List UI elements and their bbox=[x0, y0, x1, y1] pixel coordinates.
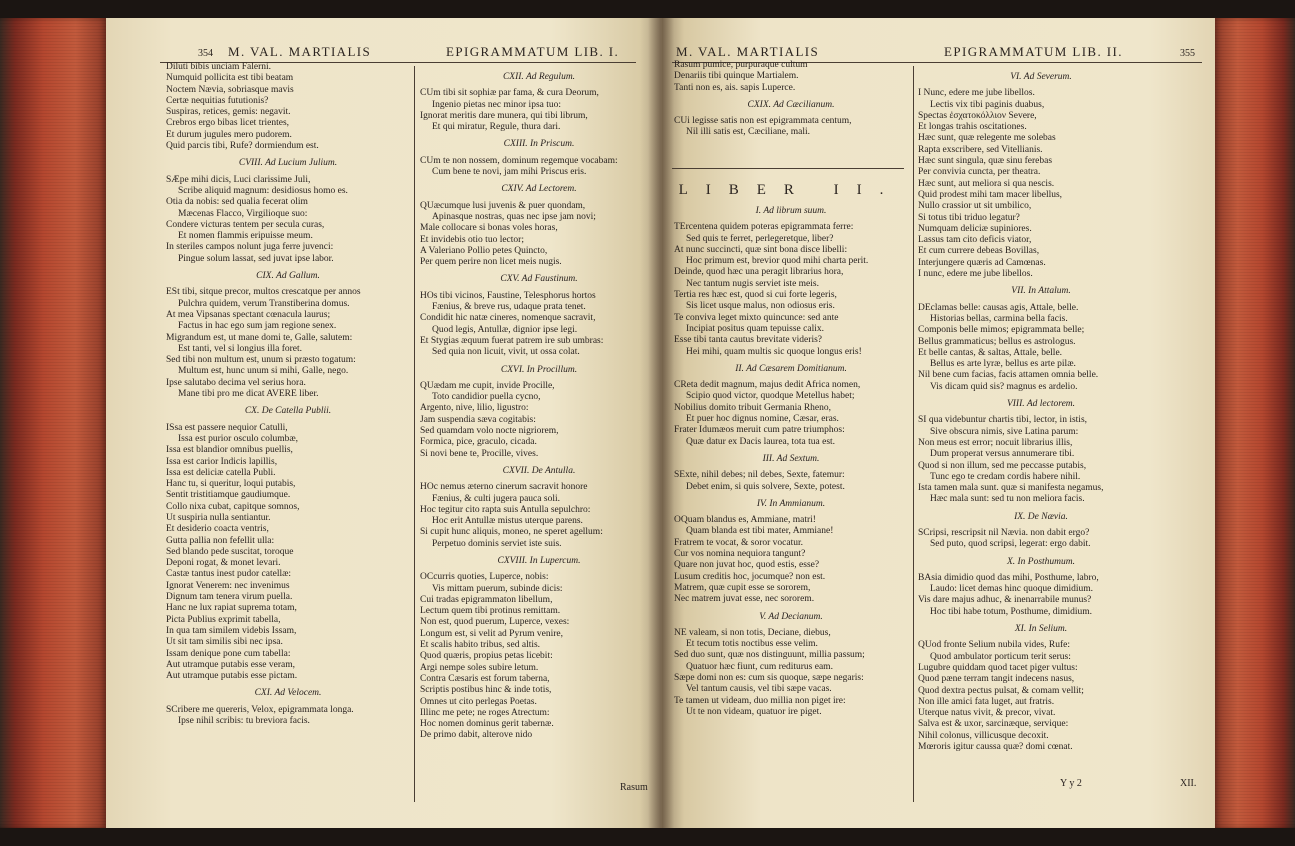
verse-line: Incipiat positus quam tepuisse calix. bbox=[686, 323, 824, 334]
verse-line: Numquid pollicita est tibi beatam bbox=[166, 73, 294, 84]
verse-line: Quod legis, Antullæ, dignior ipse legi. bbox=[432, 324, 578, 335]
verse-line: SCripsi, rescripsit nil Nævia. non dabit ergo? bbox=[918, 527, 1090, 538]
verse-line: Nec tantum nugis serviet iste meis. bbox=[686, 278, 819, 289]
epigram-title: X. In Posthumum. bbox=[1006, 556, 1076, 567]
verse-line: Sæpe domi non es: cum sis quoque, sæpe negaris: bbox=[674, 672, 864, 683]
verse-line: CReta dedit magnum, majus dedit Africa nomen, bbox=[674, 380, 861, 391]
verse-line: Lectis vix tibi paginis duabus, bbox=[930, 99, 1045, 110]
verse-line: Deponi rogat, & monet levari. bbox=[166, 558, 281, 569]
verse-line: Hei mihi, quam multis sic quoque longus eris! bbox=[686, 346, 862, 357]
verse-line: Toto candidior puella cycno, bbox=[432, 392, 541, 403]
verse-line: In qua tam similem videbis Issam, bbox=[166, 625, 297, 636]
verse-line: Diluti bibis unciam Falerni. bbox=[166, 62, 272, 72]
verse-line: Mæcenas Flacco, Virgilioque suo: bbox=[178, 208, 308, 219]
verse-line: Bellus es arte lyræ, bellus es arte pilæ. bbox=[930, 359, 1076, 370]
verse-line: Illinc me pete; ne roges Atrectum: bbox=[420, 707, 550, 718]
verse-line: Sed quia non licuit, vivit, ut ossa colat. bbox=[432, 347, 580, 358]
verse-line: Cur vos nomina nequiora tangunt? bbox=[674, 549, 806, 560]
verse-line: Quod si non illum, sed me peccasse putabis, bbox=[918, 460, 1087, 471]
verse-line: Et puer hoc dignus nomine, Cæsar, eras. bbox=[686, 414, 839, 425]
epigram-title: VIII. Ad lectorem. bbox=[1006, 399, 1076, 410]
verse-line: Historias bellas, carmina bella facis. bbox=[930, 313, 1068, 324]
verse-line: Hoc erit Antullæ mistus uterque parens. bbox=[432, 516, 583, 527]
verse-line: Componis belle mimos; epigrammata belle; bbox=[918, 325, 1085, 336]
verse-line: OQuam blandus es, Ammiane, matri! bbox=[674, 515, 816, 526]
verse-line: Quid parcis tibi, Rufe? dormiendum est. bbox=[166, 141, 319, 152]
verse-line: Factus in hac ego sum jam regione senex. bbox=[178, 321, 337, 332]
verse-line: Contra Cæsaris est forum taberna, bbox=[420, 673, 550, 684]
liber-heading: LIBER II. bbox=[678, 182, 902, 198]
verse-line: Si cupit hunc aliquis, moneo, ne speret agellum: bbox=[420, 527, 603, 538]
verse-line: Vel tantum causis, vel tibi sæpe vacas. bbox=[686, 684, 832, 695]
verse-line: Sentit tristitiamque gaudiumque. bbox=[166, 490, 291, 501]
verse-line: Issa est carior Indicis lapillis, bbox=[166, 456, 278, 467]
verse-line: SExte, nihil debes; nil debes, Sexte, fatemur: bbox=[674, 470, 845, 481]
left-page-number: 354 bbox=[198, 48, 213, 59]
verse-line: Pulchra quidem, verum Transtiberina domus. bbox=[178, 298, 350, 309]
verse-line: Condere victuras tentem per secula curas, bbox=[166, 219, 325, 230]
verse-line: Numquam deliciæ supiniores. bbox=[918, 223, 1032, 234]
verse-line: Non ille amici fata luget, aut fratris. bbox=[918, 696, 1055, 707]
verse-line: Si totus tibi triduo legatur? bbox=[918, 212, 1020, 223]
verse-line: A Valeriano Pollio petes Quincto, bbox=[420, 245, 548, 256]
verse-line: I Nunc, edere me jube libellos. bbox=[918, 88, 1035, 99]
verse-line: Ingenio pietas nec minor ipsa tuo: bbox=[432, 99, 562, 110]
verse-line: Nil illi satis est, Cæciliane, mali. bbox=[686, 127, 811, 138]
verse-line: DEclamas belle: causas agis, Attale, belle. bbox=[918, 302, 1079, 313]
verse-line: Dum properat versus annumerare tibi. bbox=[930, 449, 1075, 460]
verse-line: CUm tibi sit sophiæ par fama, & cura Deorum, bbox=[420, 88, 599, 99]
left-column-rule bbox=[414, 66, 415, 802]
verse-line: Hoc tegitur cito rapta suis Antulla sepulchro: bbox=[420, 504, 591, 515]
verse-line: Quare non juvat hoc, quod estis, esse? bbox=[674, 560, 820, 571]
verse-line: TErcentena quidem poteras epigrammata ferre: bbox=[674, 222, 854, 233]
verse-line: Dignum tam tenera virum puella. bbox=[166, 592, 293, 603]
verse-line: SÆpe mihi dicis, Luci clarissime Juli, bbox=[166, 174, 311, 185]
verse-line: Lectum quem tibi protinus remittam. bbox=[420, 606, 561, 617]
left-page-column-2 bbox=[420, 66, 658, 806]
verse-line: Frater Idumæos meruit cum patre triumphos: bbox=[674, 425, 845, 436]
verse-line: Et scalis habito tribus, sed altis. bbox=[420, 640, 541, 651]
verse-line: Argi nempe soles subire letum. bbox=[420, 662, 539, 673]
verse-line: Hoc tibi habe totum, Posthume, dimidium. bbox=[930, 606, 1093, 617]
verse-line: Sed quis te ferret, perlegeretque, liber? bbox=[686, 233, 834, 244]
verse-line: Aut utramque putabis esse pictam. bbox=[166, 671, 298, 682]
verse-line: Bellus grammaticus; bellus es astrologus. bbox=[918, 336, 1076, 347]
verse-line: Issa est purior osculo columbæ, bbox=[178, 433, 299, 444]
verse-line: Noctem Nævia, sobriasque mavis bbox=[166, 84, 294, 95]
verse-line: Quod ambulator porticum terit serus: bbox=[930, 651, 1071, 662]
epigram-title: VI. Ad Severum. bbox=[1010, 72, 1072, 82]
verse-line: Gutta pallia non fefellit ulla: bbox=[166, 535, 275, 546]
verse-line: Migrandum est, ut mane domi te, Galle, salutem: bbox=[166, 332, 353, 343]
verse-line: Quod quæris, propius petas licebit: bbox=[420, 651, 553, 662]
verse-line: Te conviva leget mixto quincunce: sed ante bbox=[674, 312, 839, 323]
verse-line: Omnes ut cito perlegas Poetas. bbox=[420, 696, 537, 707]
verse-line: Ipse nihil scribis: tu breviora facis. bbox=[178, 716, 310, 727]
verse-line: Condidit hic natæ cineres, nomenque sacravit, bbox=[420, 313, 596, 324]
verse-line: Quatuor hæc fiunt, cum rediturus eam. bbox=[686, 661, 833, 672]
right-page-number: 355 bbox=[1180, 48, 1195, 59]
verse-line: Debet enim, si quis solvere, Sexte, potest. bbox=[686, 481, 845, 492]
verse-line: Perpetuo dominis serviet iste suis. bbox=[432, 538, 562, 549]
epigram-title: CXIX. Ad Cæcilianum. bbox=[747, 99, 835, 110]
right-page-column-1-top bbox=[674, 60, 908, 170]
verse-line: Nobilius domito tribuit Germania Rheno, bbox=[674, 402, 831, 413]
verse-line: Issa est blandior omnibus puellis, bbox=[166, 445, 293, 456]
right-page-column-2 bbox=[918, 66, 1164, 776]
verse-line: Sed quamdam volo nocte nigriorem, bbox=[420, 426, 559, 437]
left-catchword: Rasum bbox=[620, 782, 648, 793]
verse-line: Quod dextra pectus pulsat, & comam vellit; bbox=[918, 685, 1084, 696]
epigram-title: CXII. Ad Regulum. bbox=[502, 72, 576, 82]
verse-line: Et tecum totis noctibus esse velim. bbox=[686, 639, 818, 650]
verse-line: Hæc mala sunt: sed tu non meliora facis. bbox=[930, 494, 1085, 505]
right-column-rule bbox=[913, 66, 914, 802]
verse-line: Fænius, & culti jugera pauca soli. bbox=[432, 493, 560, 504]
right-catchword: XII. bbox=[1180, 778, 1197, 789]
verse-line: Ignorat Venerem: nec invenimus bbox=[166, 580, 290, 591]
verse-line: Fænius, & breve rus, udaque prata tenet. bbox=[432, 302, 586, 313]
left-running-head: M. VAL. MARTIALIS bbox=[228, 44, 372, 59]
verse-line: Scriptis postibus hinc & inde totis, bbox=[420, 685, 552, 696]
verse-line: Formica, pice, graculo, cicada. bbox=[420, 437, 537, 448]
verse-line: Sed puto, quod scripsi, legerat: ergo dabit. bbox=[930, 539, 1091, 550]
verse-line: Quam blanda est tibi mater, Ammiane! bbox=[686, 526, 834, 537]
verse-line: Nihil colonus, villicusque decoxit. bbox=[918, 730, 1049, 741]
verse-line: Fratrem te vocat, & soror vocatur. bbox=[674, 537, 804, 548]
verse-line: Jam suspendia sæva cogitabis: bbox=[420, 414, 536, 425]
verse-line: At nunc succincti, quæ sint bona disce libelli: bbox=[674, 244, 848, 255]
verse-line: Nullo crassior ut sit umbilico, bbox=[918, 201, 1032, 212]
verse-line: BAsia dimidio quod das mihi, Posthume, labro, bbox=[918, 572, 1099, 583]
verse-line: ESt tibi, sitque precor, multos crescatque per annos bbox=[166, 287, 361, 298]
verse-line: Vis dare majus adhuc, & inenarrabile munus? bbox=[918, 595, 1092, 606]
verse-line: Hoc primum est, brevior quod mihi charta perit. bbox=[686, 256, 869, 267]
verse-line: Ista tamen mala sunt. quæ si manifesta negamus, bbox=[918, 483, 1104, 494]
verse-line: Ut suspiria nulla sentiantur. bbox=[166, 512, 271, 523]
verse-line: Et qui miratur, Regule, thura dari. bbox=[432, 122, 561, 133]
verse-line: Tunc ego te credam cordis habere nihil. bbox=[930, 471, 1081, 482]
verse-line: Hanc tu, si queritur, loqui putabis, bbox=[166, 479, 296, 490]
verse-line: Matrem, quæ cupit esse se sororem, bbox=[674, 582, 811, 593]
epigram-title: IX. De Nævia. bbox=[1014, 511, 1068, 522]
verse-line: Denariis tibi quinque Martialem. bbox=[674, 71, 799, 82]
verse-line: Issam denique pone cum tabella: bbox=[166, 648, 291, 659]
verse-line: Picta Publius exprimit tabella, bbox=[166, 614, 281, 625]
verse-line: Interjungere quæris ad Camœnas. bbox=[918, 257, 1046, 268]
verse-line: Et longas trahis oscitationes. bbox=[918, 122, 1027, 133]
verse-line: Hæc sunt, aut meliora si qua nescis. bbox=[918, 178, 1055, 189]
verse-line: Collo nixa cubat, capitque somnos, bbox=[166, 501, 300, 512]
epigram-title: I. Ad librum suum. bbox=[755, 206, 827, 216]
verse-line: QUod fronte Selium nubila vides, Rufe: bbox=[918, 640, 1070, 651]
right-page-column-1-bottom bbox=[674, 200, 908, 808]
right-page-edges bbox=[1213, 18, 1295, 828]
verse-line: Et invidebis otio tuo lector; bbox=[420, 234, 524, 245]
verse-line: Non meus est error; nocuit librarius illis, bbox=[918, 437, 1073, 448]
verse-line: Salva est & uxor, sarcinæque, servique: bbox=[918, 719, 1069, 730]
verse-line: Cum bene te novi, jam mihi Priscus eris. bbox=[432, 167, 587, 178]
verse-line: Cui tradas epigrammaton libellum, bbox=[420, 594, 553, 605]
verse-line: Sed tibi non multum est, unum si præsto togatum: bbox=[166, 355, 356, 366]
left-running-head-right: EPIGRAMMATUM LIB. I. bbox=[446, 44, 620, 59]
right-running-head: M. VAL. MARTIALIS bbox=[676, 44, 820, 59]
verse-line: Tertia res hæc est, quod si cui forte legeris, bbox=[674, 290, 837, 301]
verse-line: Te tamen ut videam, duo millia non piget ire: bbox=[674, 695, 846, 706]
verse-line: Apinasque nostras, quas nec ipse jam novi; bbox=[432, 211, 596, 222]
verse-line: Multum est, hunc unum si mihi, Galle, nego. bbox=[178, 366, 349, 377]
verse-line: Et durum jugules mero pudorem. bbox=[166, 129, 292, 140]
verse-line: Et nomen flammis eripuisse meum. bbox=[178, 231, 313, 242]
verse-line: Spectas ἐσχατοκόλλιον Severe, bbox=[918, 110, 1037, 121]
verse-line: Quid prodest mihi tam macer libellus, bbox=[918, 189, 1063, 200]
verse-line: Et desiderio coacta ventris, bbox=[166, 524, 269, 535]
verse-line: QUæcumque lusi juvenis & puer quondam, bbox=[420, 200, 586, 211]
verse-line: Et cum currere debeas Bovillas, bbox=[918, 246, 1040, 257]
right-running-head-right: EPIGRAMMATUM LIB. II. bbox=[944, 44, 1123, 59]
verse-line: Quod pæne terram tangit indecens nasus, bbox=[918, 674, 1075, 685]
verse-line: Issa est deliciæ catella Publi. bbox=[166, 467, 276, 478]
verse-line: Rasum pumice, purpuraque cultum bbox=[674, 60, 808, 70]
verse-line: Argento, nive, lilio, ligustro: bbox=[420, 403, 529, 414]
epigram-title: III. Ad Sextum. bbox=[762, 453, 820, 464]
verse-line: Per quem perire non licet meis nugis. bbox=[420, 257, 562, 268]
verse-line: Hoc nomen dominus gerit tabernæ. bbox=[420, 719, 554, 730]
verse-line: ISsa est passere nequior Catulli, bbox=[166, 422, 288, 433]
verse-line: Male collocare si bonas voles horas, bbox=[420, 223, 558, 234]
verse-line: Sed duo sunt, quæ nos distinguunt, millia passum; bbox=[674, 650, 865, 661]
epigram-title: CXV. Ad Faustinum. bbox=[500, 274, 578, 285]
left-page-column-1 bbox=[166, 62, 410, 802]
verse-line: Vis dicam quid sis? magnus es ardelio. bbox=[930, 381, 1078, 392]
verse-line: Suspiras, retices, gemis: negavit. bbox=[166, 107, 291, 118]
verse-line: Ipse salutabo decima vel serius hora. bbox=[166, 377, 306, 388]
verse-line: Deinde, quod hæc una peragit librarius hora, bbox=[674, 267, 844, 278]
verse-line: Si novi bene te, Procille, vives. bbox=[420, 448, 539, 459]
verse-line: Lugubre quiddam quod tacet piger vultus: bbox=[918, 662, 1078, 673]
verse-line: At mea Vipsanas spectant cœnacula laurus; bbox=[166, 309, 331, 320]
verse-line: Sis licet usque malus, non odiosus eris. bbox=[686, 301, 835, 312]
epigram-title: V. Ad Decianum. bbox=[759, 611, 823, 622]
verse-line: Pingue solum lassat, sed juvat ipse labor. bbox=[178, 253, 334, 264]
epigram-title: CXI. Ad Velocem. bbox=[254, 688, 322, 699]
verse-line: In steriles campos nolunt juga ferre juvenci: bbox=[166, 242, 334, 253]
verse-line: Otia da nobis: sed qualia fecerat olim bbox=[166, 197, 308, 208]
epigram-title: XI. In Selium. bbox=[1014, 624, 1068, 635]
verse-line: Quæ datur ex Dacis laurea, tota tua est. bbox=[686, 436, 836, 447]
verse-line: Ut te non videam, quatuor ire piget. bbox=[686, 706, 822, 717]
verse-line: I nunc, edere me jube libellos. bbox=[918, 269, 1033, 280]
verse-line: Est tanti, vel si longius illa foret. bbox=[178, 343, 303, 354]
epigram-title: CVIII. Ad Lucium Julium. bbox=[238, 158, 338, 169]
verse-line: Hæc sunt singula, quæ sinu ferebas bbox=[918, 156, 1053, 167]
verse-line: Crebros ergo bibas licet trientes, bbox=[166, 118, 290, 129]
epigram-title: CXVIII. In Lupercum. bbox=[497, 555, 581, 566]
epigram-title: CXIII. In Priscum. bbox=[503, 139, 575, 150]
verse-line: CUi legisse satis non est epigrammata centum, bbox=[674, 116, 852, 127]
signature-mark: Y y 2 bbox=[1060, 778, 1082, 789]
verse-line: HOc nemus æterno cinerum sacravit honore bbox=[420, 482, 588, 493]
epigram-title: VII. In Attalum. bbox=[1011, 286, 1071, 297]
verse-line: Hanc ne lux rapiat suprema totam, bbox=[166, 603, 297, 614]
verse-line: QUædam me cupit, invide Procille, bbox=[420, 380, 555, 391]
verse-line: NE valeam, si non totis, Deciane, diebus, bbox=[674, 627, 831, 638]
verse-line: Scribe aliquid magnum: desidiosus homo es. bbox=[178, 185, 348, 196]
verse-line: Lassus tam cito deficis viator, bbox=[918, 235, 1032, 246]
verse-line: De primo dabit, alterove nido bbox=[420, 730, 533, 741]
epigram-title: CXIV. Ad Lectorem. bbox=[501, 184, 577, 195]
verse-line: Aut utramque putabis esse veram, bbox=[166, 659, 296, 670]
verse-line: Et Stygias æquum fuerat patrem ire sub umbras: bbox=[420, 335, 604, 346]
epigram-title: CXVII. De Antulla. bbox=[502, 465, 576, 476]
epigram-title: CXVI. In Procillum. bbox=[500, 364, 578, 375]
verse-line: Et belle cantas, & saltas, Attale, belle. bbox=[918, 347, 1063, 358]
verse-line: Mane tibi pro me dicat AVERE liber. bbox=[178, 389, 319, 400]
verse-line: Vis mittam puerum, subinde dicis: bbox=[432, 583, 563, 594]
verse-line: Longum est, si velit ad Pyrum venire, bbox=[420, 628, 564, 639]
verse-line: Certæ nequitias fututionis? bbox=[166, 95, 269, 106]
verse-line: Mœroris igitur caussa quæ? domi cœnat. bbox=[918, 742, 1073, 753]
verse-line: Nec matrem juvat esse, nec sororem. bbox=[674, 594, 815, 605]
verse-line: Laudo: licet demas hinc quoque dimidium. bbox=[930, 584, 1094, 595]
verse-line: Sed blando pede suscitat, toroque bbox=[166, 546, 294, 557]
verse-line: Sive obscura nimis, sive Latina parum: bbox=[930, 426, 1079, 437]
verse-line: Castæ tantus inest pudor catellæ: bbox=[166, 569, 292, 580]
verse-line: Rapta exscribere, sed Vitellianis. bbox=[918, 144, 1043, 155]
left-page-edges bbox=[0, 18, 108, 828]
verse-line: Scipio quod victor, quodque Metellus habet; bbox=[686, 391, 855, 402]
verse-line: Esse tibi tanta cautus brevitate videris? bbox=[674, 335, 822, 346]
verse-line: Nil bene cum facias, facis attamen omnia belle. bbox=[918, 370, 1099, 381]
verse-line: OCcurris quoties, Luperce, nobis: bbox=[420, 572, 549, 583]
verse-line: HOs tibi vicinos, Faustine, Telesphorus hortos bbox=[420, 290, 596, 301]
verse-line: Ut sit tam similis sibi nec ipsa. bbox=[166, 637, 283, 648]
verse-line: CUm te non nossem, dominum regemque vocabam: bbox=[420, 155, 618, 166]
verse-line: SCribere me quereris, Velox, epigrammata longa. bbox=[166, 704, 354, 715]
verse-line: Tanti non es, ais. sapis Luperce. bbox=[674, 82, 796, 93]
epigram-title: CIX. Ad Gallum. bbox=[256, 271, 320, 282]
epigram-title: IV. In Ammianum. bbox=[756, 498, 826, 509]
verse-line: Uterque natus vivit, & precor, vivat. bbox=[918, 708, 1056, 719]
verse-line: Lusum creditis hoc, jocumque? non est. bbox=[674, 571, 826, 582]
epigram-title: CX. De Catella Publii. bbox=[244, 406, 332, 417]
verse-line: Hæc sunt, quæ relegente me solebas bbox=[918, 133, 1056, 144]
verse-line: Per convivia cuncta, per theatra. bbox=[918, 167, 1041, 178]
epigram-title: II. Ad Cæsarem Domitianum. bbox=[735, 363, 847, 374]
verse-line: Non est, quod puerum, Luperce, vexes: bbox=[420, 617, 570, 628]
verse-line: Ignorat meritis dare munera, qui tibi librum, bbox=[420, 110, 588, 121]
verse-line: SI qua videbuntur chartis tibi, lector, in istis, bbox=[918, 415, 1088, 426]
